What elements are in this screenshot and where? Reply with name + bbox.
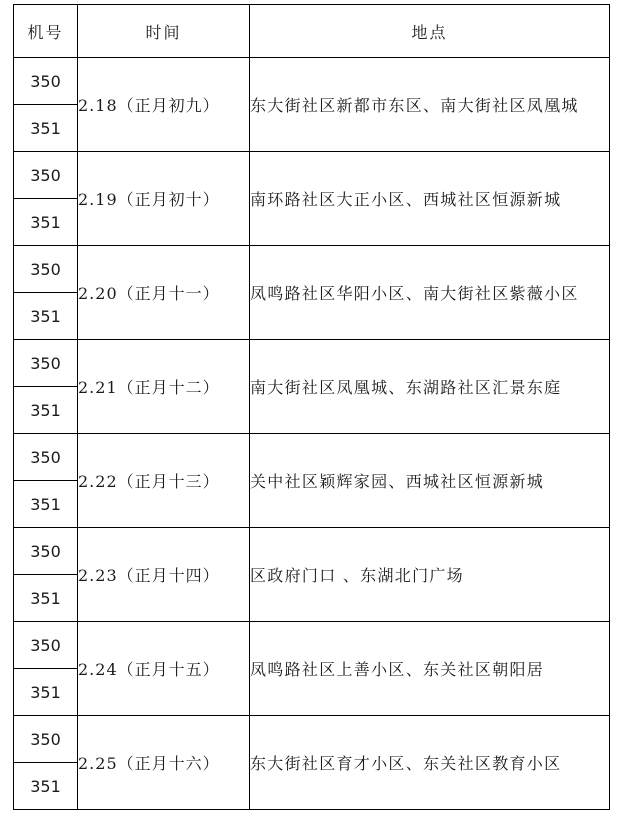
schedule-table [13, 4, 610, 810]
place-cell: 关中社区颖辉家园、西城社区恒源新城 [250, 434, 610, 528]
date-cell: 2.24（正月十五） [78, 622, 250, 716]
table-row [14, 246, 610, 293]
place-cell: 东大街社区新都市东区、南大街社区凤凰城 [250, 58, 610, 152]
header-machine: 机号 [14, 5, 78, 58]
date-cell: 2.22（正月十三） [78, 434, 250, 528]
table-row [14, 152, 610, 199]
table-row [14, 58, 610, 105]
date-cell: 2.23（正月十四） [78, 528, 250, 622]
machine-number-cell: 351 [14, 481, 78, 528]
table-row [14, 716, 610, 763]
place-cell: 南环路社区大正小区、西城社区恒源新城 [250, 152, 610, 246]
date-cell: 2.20（正月十一） [78, 246, 250, 340]
place-cell: 凤鸣路社区华阳小区、南大街社区紫薇小区 [250, 246, 610, 340]
place-cell: 南大街社区凤凰城、东湖路社区汇景东庭 [250, 340, 610, 434]
header-place: 地点 [250, 5, 610, 58]
machine-number-cell: 351 [14, 763, 78, 810]
date-cell: 2.21（正月十二） [78, 340, 250, 434]
date-cell: 2.19（正月初十） [78, 152, 250, 246]
header-row [14, 5, 610, 58]
machine-number-cell: 351 [14, 293, 78, 340]
machine-number-cell: 351 [14, 387, 78, 434]
machine-number-cell: 350 [14, 622, 78, 669]
date-cell: 2.25（正月十六） [78, 716, 250, 810]
machine-number-cell: 350 [14, 152, 78, 199]
machine-number-cell: 350 [14, 434, 78, 481]
table-row [14, 622, 610, 669]
place-cell: 凤鸣路社区上善小区、东关社区朝阳居 [250, 622, 610, 716]
machine-number-cell: 350 [14, 528, 78, 575]
machine-number-cell: 351 [14, 575, 78, 622]
machine-number-cell: 350 [14, 340, 78, 387]
place-cell: 东大街社区育才小区、东关社区教育小区 [250, 716, 610, 810]
header-time: 时间 [78, 5, 250, 58]
place-cell: 区政府门口 、东湖北门广场 [250, 528, 610, 622]
machine-number-cell: 351 [14, 669, 78, 716]
machine-number-cell: 351 [14, 105, 78, 152]
machine-number-cell: 350 [14, 246, 78, 293]
machine-number-cell: 351 [14, 199, 78, 246]
table-row [14, 434, 610, 481]
machine-number-cell: 350 [14, 58, 78, 105]
table-row [14, 528, 610, 575]
machine-number-cell: 350 [14, 716, 78, 763]
table-row [14, 340, 610, 387]
date-cell: 2.18（正月初九） [78, 58, 250, 152]
